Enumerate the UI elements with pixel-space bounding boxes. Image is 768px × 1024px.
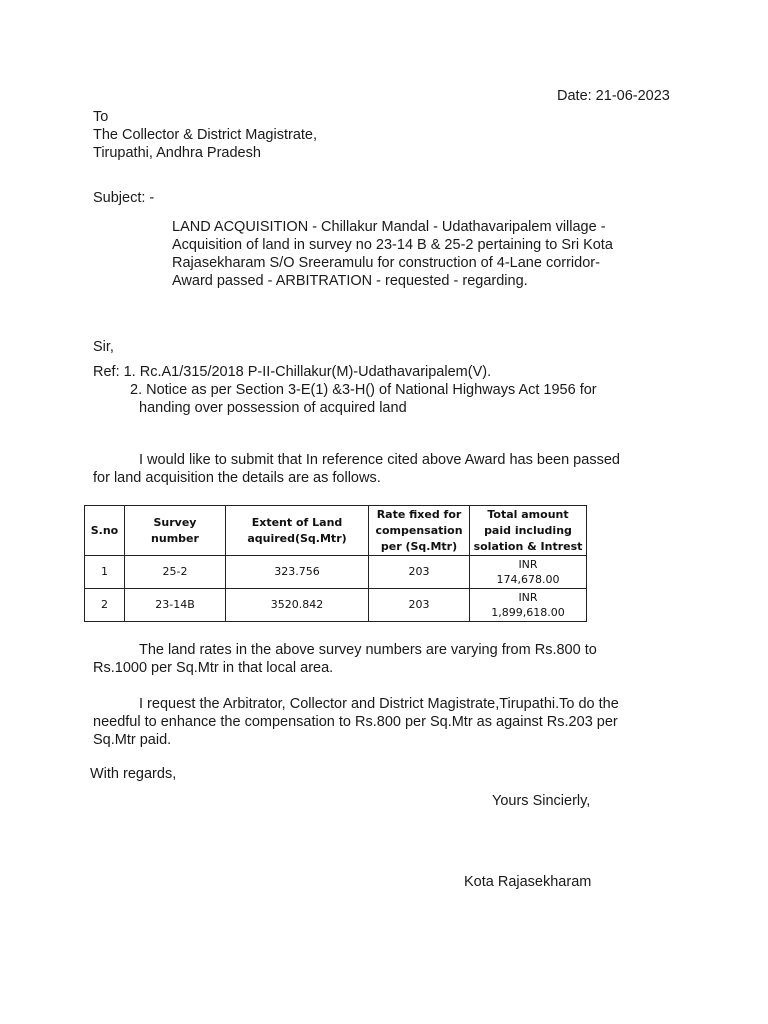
- amount-value: 174,678.00: [496, 573, 560, 586]
- subject-label: Subject: -: [93, 190, 155, 206]
- reference-2-continued: handing over possession of acquired land: [139, 400, 407, 416]
- header-total-amount: Total amount paid including solation & Intrest: [470, 506, 587, 556]
- closing-regards: With regards,: [90, 766, 177, 782]
- cell-rate: 203: [369, 556, 470, 589]
- header-sno: S.no: [85, 506, 125, 556]
- subject-line: LAND ACQUISITION - Chillakur Mandal - Udathavaripalem village -: [172, 219, 606, 235]
- header-extent: Extent of Land aquired(Sq.Mtr): [226, 506, 369, 556]
- paragraph-request: I request the Arbitrator, Collector and District Magistrate,Tirupathi.To do the: [139, 696, 619, 712]
- recipient-block: [93, 108, 317, 162]
- subject-text: [172, 218, 613, 290]
- salutation: Sir,: [93, 339, 114, 355]
- header-rate: Rate fixed for compensation per (Sq.Mtr): [369, 506, 470, 556]
- cell-rate: 203: [369, 589, 470, 622]
- cell-survey-number: 25-2: [125, 556, 226, 589]
- amount-currency: INR: [518, 591, 538, 604]
- award-table: [84, 505, 587, 622]
- table-header-row: [85, 506, 587, 556]
- recipient-title: The Collector & District Magistrate,: [93, 127, 318, 143]
- cell-sno: 1: [85, 556, 125, 589]
- table-row: [85, 589, 587, 622]
- closing-yours: Yours Sincierly,: [492, 793, 591, 809]
- cell-total-amount: [470, 589, 587, 622]
- cell-sno: 2: [85, 589, 125, 622]
- cell-total-amount: [470, 556, 587, 589]
- subject-line: Award passed - ARBITRATION - requested - regarding.: [172, 273, 528, 289]
- letter-date: Date: 21-06-2023: [557, 88, 670, 104]
- amount-value: 1,899,618.00: [491, 606, 565, 619]
- header-survey-number: Survey number: [125, 506, 226, 556]
- paragraph-intro: I would like to submit that In reference cited above Award has been passed: [139, 452, 620, 468]
- to-label: To: [93, 109, 109, 125]
- paragraph-request-end: Sq.Mtr paid.: [93, 732, 172, 748]
- signature-name: Kota Rajasekharam: [464, 874, 592, 890]
- subject-line: Rajasekharam S/O Sreeramulu for construction of 4-Lane corridor-: [172, 255, 600, 271]
- cell-extent: 323.756: [226, 556, 369, 589]
- paragraph-intro-continued: for land acquisition the details are as follows.: [93, 470, 381, 486]
- cell-survey-number: 23-14B: [125, 589, 226, 622]
- paragraph-rates-continued: Rs.1000 per Sq.Mtr in that local area.: [93, 660, 334, 676]
- amount-currency: INR: [518, 558, 538, 571]
- paragraph-rates: The land rates in the above survey numbers are varying from Rs.800 to: [139, 642, 597, 658]
- paragraph-request-continued: needful to enhance the compensation to Rs.800 per Sq.Mtr as against Rs.203 per: [93, 714, 618, 730]
- reference-1: Ref: 1. Rc.A1/315/2018 P-II-Chillakur(M)-Udathavaripalem(V).: [93, 364, 492, 380]
- subject-line: Acquisition of land in survey no 23-14 B & 25-2 pertaining to Sri Kota: [172, 237, 613, 253]
- cell-extent: 3520.842: [226, 589, 369, 622]
- table-row: [85, 556, 587, 589]
- reference-2: 2. Notice as per Section 3-E(1) &3-H() of National Highways Act 1956 for: [130, 382, 597, 398]
- recipient-location: Tirupathi, Andhra Pradesh: [93, 145, 261, 161]
